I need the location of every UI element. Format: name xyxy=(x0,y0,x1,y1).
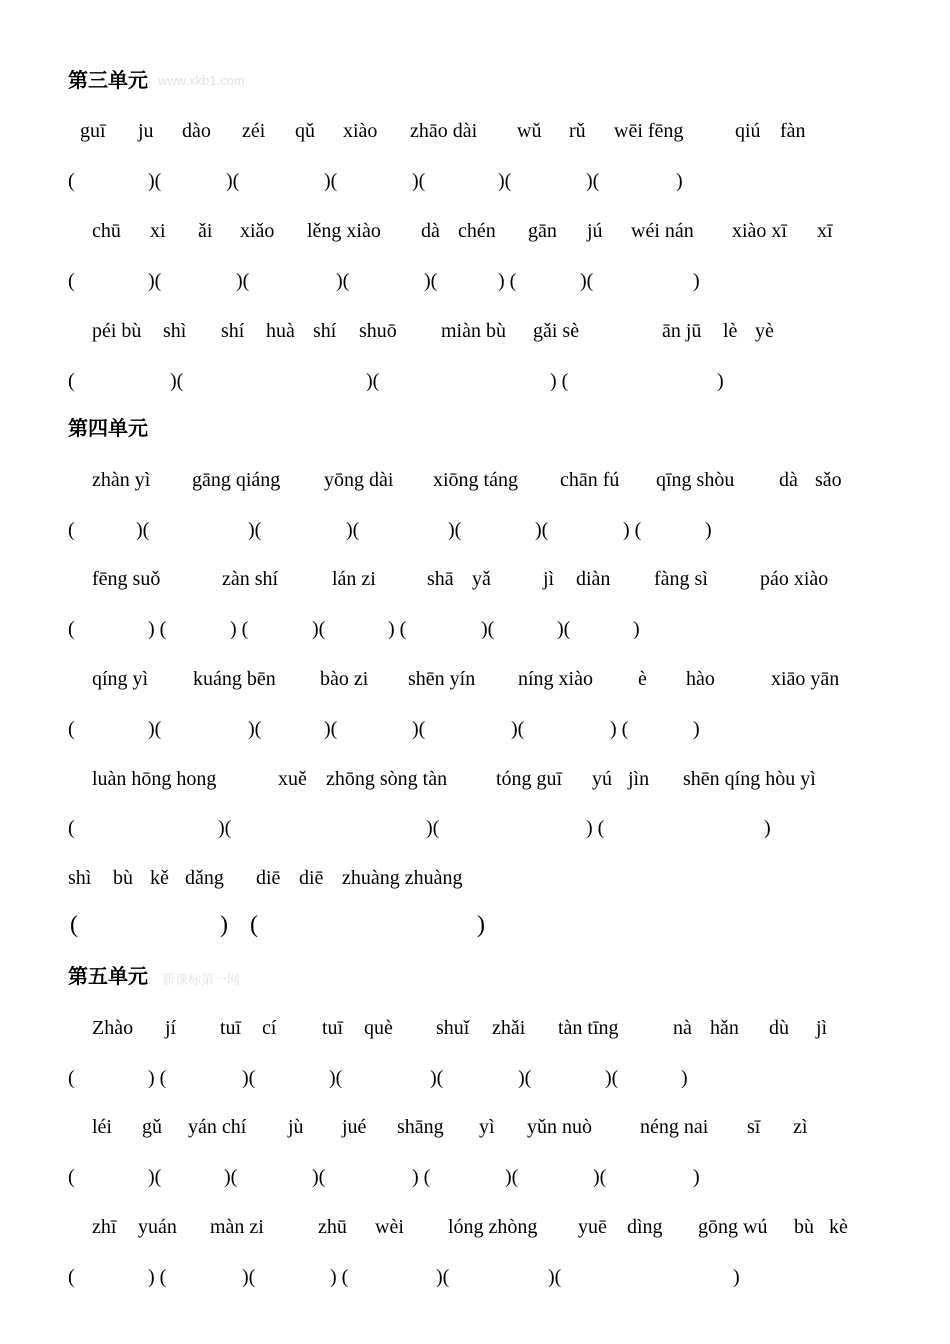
answer-bracket-row xyxy=(0,366,950,396)
answer-bracket: )( xyxy=(481,618,495,640)
pinyin-word: yè xyxy=(755,320,774,342)
answer-bracket: ) xyxy=(693,1166,700,1188)
pinyin-word: jìn xyxy=(628,768,650,790)
answer-bracket: ( xyxy=(70,912,78,938)
pinyin-word: nà xyxy=(673,1017,692,1039)
answer-bracket-row xyxy=(0,1162,950,1192)
pinyin-word: zhōng sòng tàn xyxy=(326,768,448,790)
pinyin-word: zhī xyxy=(92,1216,117,1238)
pinyin-word: guī xyxy=(80,120,106,142)
answer-bracket: )( xyxy=(498,170,512,192)
pinyin-word: fēng suǒ xyxy=(92,568,161,590)
answer-bracket: ( xyxy=(68,519,75,541)
answer-bracket: ( xyxy=(68,718,75,740)
pinyin-word: tuī xyxy=(322,1017,344,1039)
pinyin-word: jué xyxy=(342,1116,367,1138)
answer-bracket: ) ( xyxy=(148,1067,167,1089)
pinyin-word: yán chí xyxy=(188,1116,247,1138)
answer-bracket: )( xyxy=(412,170,426,192)
pinyin-word: yì xyxy=(479,1116,495,1138)
answer-bracket: )( xyxy=(366,370,380,392)
answer-bracket: ) ( xyxy=(230,618,249,640)
unit-heading-5: 第五单元 xyxy=(68,964,148,988)
answer-bracket-row xyxy=(0,714,950,744)
pinyin-word: kuáng bēn xyxy=(193,668,276,690)
pinyin-word: zhuàng zhuàng xyxy=(342,867,463,889)
pinyin-word: gǔ xyxy=(142,1116,162,1138)
answer-bracket: )( xyxy=(148,718,162,740)
pinyin-word: níng xiào xyxy=(518,668,593,690)
pinyin-word: shuǐ xyxy=(436,1017,470,1039)
answer-bracket: ) xyxy=(733,1266,740,1288)
pinyin-word: hǎn xyxy=(710,1017,739,1039)
answer-bracket: )( xyxy=(312,1166,326,1188)
answer-bracket: ( xyxy=(68,1166,75,1188)
pinyin-word: diē xyxy=(256,867,281,889)
answer-bracket-row xyxy=(0,266,950,296)
pinyin-word: qǔ xyxy=(295,120,315,142)
answer-bracket-row xyxy=(0,1262,950,1292)
pinyin-word: tàn tīng xyxy=(558,1017,619,1039)
answer-bracket: ( xyxy=(68,817,75,839)
unit-heading-4: 第四单元 xyxy=(68,416,148,440)
pinyin-word: qiú xyxy=(735,120,761,142)
pinyin-word: shāng xyxy=(397,1116,444,1138)
answer-bracket: )( xyxy=(535,519,549,541)
answer-bracket: ) xyxy=(764,817,771,839)
pinyin-word: è xyxy=(638,668,647,690)
answer-bracket: )( xyxy=(324,170,338,192)
pinyin-word: dà xyxy=(421,220,440,242)
pinyin-word: lè xyxy=(723,320,738,342)
answer-bracket: ) ( xyxy=(148,1266,167,1288)
pinyin-word: shì xyxy=(163,320,187,342)
pinyin-word: zhāo dài xyxy=(410,120,478,142)
answer-bracket: ) xyxy=(633,618,640,640)
pinyin-word: zhū xyxy=(318,1216,347,1238)
pinyin-word: shēn qíng hòu yì xyxy=(683,768,816,790)
pinyin-word: shí xyxy=(313,320,337,342)
answer-bracket: )( xyxy=(148,1166,162,1188)
answer-bracket: )( xyxy=(548,1266,562,1288)
pinyin-word: shuō xyxy=(359,320,397,342)
pinyin-word: zì xyxy=(793,1116,808,1138)
answer-bracket: )( xyxy=(148,170,162,192)
answer-bracket: ) ( xyxy=(388,618,407,640)
answer-bracket: )( xyxy=(424,270,438,292)
pinyin-word: dǎng xyxy=(185,867,224,889)
answer-bracket: )( xyxy=(329,1067,343,1089)
answer-bracket: ) ( xyxy=(586,817,605,839)
pinyin-word: shēn yín xyxy=(408,668,476,690)
answer-bracket: ) ( xyxy=(148,618,167,640)
answer-bracket: )( xyxy=(224,1166,238,1188)
pinyin-word: shì xyxy=(68,867,92,889)
pinyin-word: yǔn nuò xyxy=(527,1116,592,1138)
pinyin-word: xiào xyxy=(343,120,378,142)
pinyin-word: dìng xyxy=(627,1216,663,1238)
pinyin-word: xiāo yān xyxy=(771,668,840,690)
pinyin-word: què xyxy=(364,1017,393,1039)
answer-bracket: )( xyxy=(436,1266,450,1288)
answer-bracket: )( xyxy=(226,170,240,192)
answer-bracket: ( xyxy=(68,370,75,392)
pinyin-word: Zhào xyxy=(92,1017,134,1039)
pinyin-word: tuī xyxy=(220,1017,242,1039)
pinyin-word: péi bù xyxy=(92,320,142,342)
pinyin-word: lóng zhòng xyxy=(448,1216,538,1238)
answer-bracket: ) xyxy=(693,718,700,740)
answer-bracket: )( xyxy=(346,519,360,541)
pinyin-word: xuě xyxy=(278,768,307,790)
pinyin-word: hào xyxy=(686,668,715,690)
pinyin-word: chān fú xyxy=(560,469,620,491)
pinyin-word: shí xyxy=(221,320,245,342)
answer-bracket: )( xyxy=(430,1067,444,1089)
answer-bracket: ( xyxy=(68,1067,75,1089)
answer-bracket: )( xyxy=(218,817,232,839)
answer-bracket: )( xyxy=(248,718,262,740)
pinyin-word: ju xyxy=(138,120,154,142)
answer-bracket: ) xyxy=(676,170,683,192)
pinyin-word: qīng shòu xyxy=(656,469,735,491)
pinyin-word: fàn xyxy=(780,120,806,142)
pinyin-word: sī xyxy=(747,1116,761,1138)
pinyin-word: kě xyxy=(150,867,169,889)
pinyin-word: yōng dài xyxy=(324,469,394,491)
answer-bracket: )( xyxy=(412,718,426,740)
pinyin-word: ǎi xyxy=(198,220,213,242)
pinyin-word: màn zi xyxy=(210,1216,264,1238)
pinyin-word: dà xyxy=(779,469,798,491)
answer-bracket: )( xyxy=(586,170,600,192)
pinyin-word: wéi nán xyxy=(631,220,694,242)
answer-bracket: )( xyxy=(248,519,262,541)
answer-bracket: )( xyxy=(324,718,338,740)
pinyin-word: sǎo xyxy=(815,469,842,491)
pinyin-word: zàn shí xyxy=(222,568,279,590)
answer-bracket: )( xyxy=(605,1067,619,1089)
pinyin-word: xi xyxy=(150,220,166,242)
answer-bracket: )( xyxy=(170,370,184,392)
pinyin-word: xiǎo xyxy=(240,220,275,242)
answer-bracket: ) xyxy=(681,1067,688,1089)
pinyin-word: luàn hōng hong xyxy=(92,768,217,790)
answer-bracket: )( xyxy=(148,270,162,292)
pinyin-word: cí xyxy=(262,1017,277,1039)
pinyin-word: yuē xyxy=(578,1216,607,1238)
answer-bracket-row xyxy=(0,515,950,545)
pinyin-word: jì xyxy=(543,568,555,590)
pinyin-word: shā xyxy=(427,568,454,590)
pinyin-word: páo xiào xyxy=(760,568,829,590)
answer-bracket: )( xyxy=(336,270,350,292)
pinyin-word: gǎi sè xyxy=(533,320,580,342)
answer-bracket: ) ( xyxy=(623,519,642,541)
pinyin-word: bù xyxy=(113,867,133,889)
answer-bracket: ( xyxy=(68,170,75,192)
answer-bracket-row xyxy=(0,166,950,196)
answer-bracket: ) xyxy=(220,912,228,938)
pinyin-word: ān jū xyxy=(662,320,702,342)
pinyin-word: wèi xyxy=(375,1216,404,1238)
answer-bracket: )( xyxy=(242,1067,256,1089)
pinyin-word: chén xyxy=(458,220,496,242)
pinyin-word: léi xyxy=(92,1116,112,1138)
answer-bracket: ) ( xyxy=(550,370,569,392)
pinyin-word: xī xyxy=(817,220,833,242)
pinyin-word: rǔ xyxy=(569,120,586,142)
pinyin-word: zéi xyxy=(242,120,266,142)
answer-bracket: ( xyxy=(68,270,75,292)
answer-bracket-row xyxy=(0,614,950,644)
pinyin-word: miàn bù xyxy=(441,320,506,342)
pinyin-word: dù xyxy=(769,1017,789,1039)
answer-bracket-row xyxy=(0,813,950,843)
pinyin-word: jù xyxy=(288,1116,304,1138)
pinyin-word: qíng yì xyxy=(92,668,149,690)
unit-heading-3: 第三单元 xyxy=(68,68,148,92)
pinyin-word: xiōng táng xyxy=(433,469,518,491)
answer-bracket: ( xyxy=(250,912,258,938)
answer-bracket: ) xyxy=(693,270,700,292)
answer-bracket-row xyxy=(0,1063,950,1093)
pinyin-word: wēi fēng xyxy=(614,120,684,142)
pinyin-word: kè xyxy=(829,1216,848,1238)
pinyin-word: jú xyxy=(587,220,603,242)
answer-bracket: )( xyxy=(236,270,250,292)
pinyin-word: fàng sì xyxy=(654,568,708,590)
pinyin-word: lán zi xyxy=(332,568,376,590)
pinyin-word: xiào xī xyxy=(732,220,787,242)
answer-bracket: ) xyxy=(705,519,712,541)
answer-bracket: ) xyxy=(717,370,724,392)
answer-bracket-row xyxy=(0,910,950,940)
answer-bracket: )( xyxy=(426,817,440,839)
answer-bracket: )( xyxy=(242,1266,256,1288)
pinyin-word: tóng guī xyxy=(496,768,563,790)
answer-bracket: ) ( xyxy=(412,1166,431,1188)
pinyin-word: dào xyxy=(182,120,211,142)
pinyin-word: zhǎi xyxy=(492,1017,526,1039)
answer-bracket: )( xyxy=(580,270,594,292)
pinyin-word: jí xyxy=(165,1017,177,1039)
pinyin-word: yǎ xyxy=(472,568,491,590)
pinyin-word: gān xyxy=(528,220,557,242)
answer-bracket: ) xyxy=(477,912,485,938)
pinyin-word: wǔ xyxy=(517,120,542,142)
answer-bracket: )( xyxy=(557,618,571,640)
answer-bracket: ) ( xyxy=(610,718,629,740)
watermark: 新课标第一网 xyxy=(162,972,241,987)
answer-bracket: ( xyxy=(68,618,75,640)
pinyin-word: gāng qiáng xyxy=(192,469,281,491)
pinyin-word: yuán xyxy=(138,1216,177,1238)
answer-bracket: )( xyxy=(448,519,462,541)
pinyin-word: jì xyxy=(816,1017,828,1039)
pinyin-word: gōng wú xyxy=(698,1216,768,1238)
answer-bracket: )( xyxy=(511,718,525,740)
pinyin-word: huà xyxy=(266,320,295,342)
pinyin-word: chū xyxy=(92,220,121,242)
pinyin-word: diē xyxy=(299,867,324,889)
pinyin-word: lěng xiào xyxy=(307,220,381,242)
pinyin-word: diàn xyxy=(576,568,611,590)
answer-bracket: )( xyxy=(136,519,150,541)
pinyin-word: bào zi xyxy=(320,668,369,690)
pinyin-word: néng nai xyxy=(640,1116,709,1138)
pinyin-word: zhàn yì xyxy=(92,469,151,491)
pinyin-word: bù xyxy=(794,1216,814,1238)
answer-bracket: ) ( xyxy=(330,1266,349,1288)
watermark: www.xkb1.com xyxy=(158,73,245,88)
answer-bracket: ( xyxy=(68,1266,75,1288)
answer-bracket: ) ( xyxy=(498,270,517,292)
answer-bracket: )( xyxy=(505,1166,519,1188)
pinyin-word: yú xyxy=(592,768,612,790)
answer-bracket: )( xyxy=(312,618,326,640)
answer-bracket: )( xyxy=(593,1166,607,1188)
answer-bracket: )( xyxy=(518,1067,532,1089)
